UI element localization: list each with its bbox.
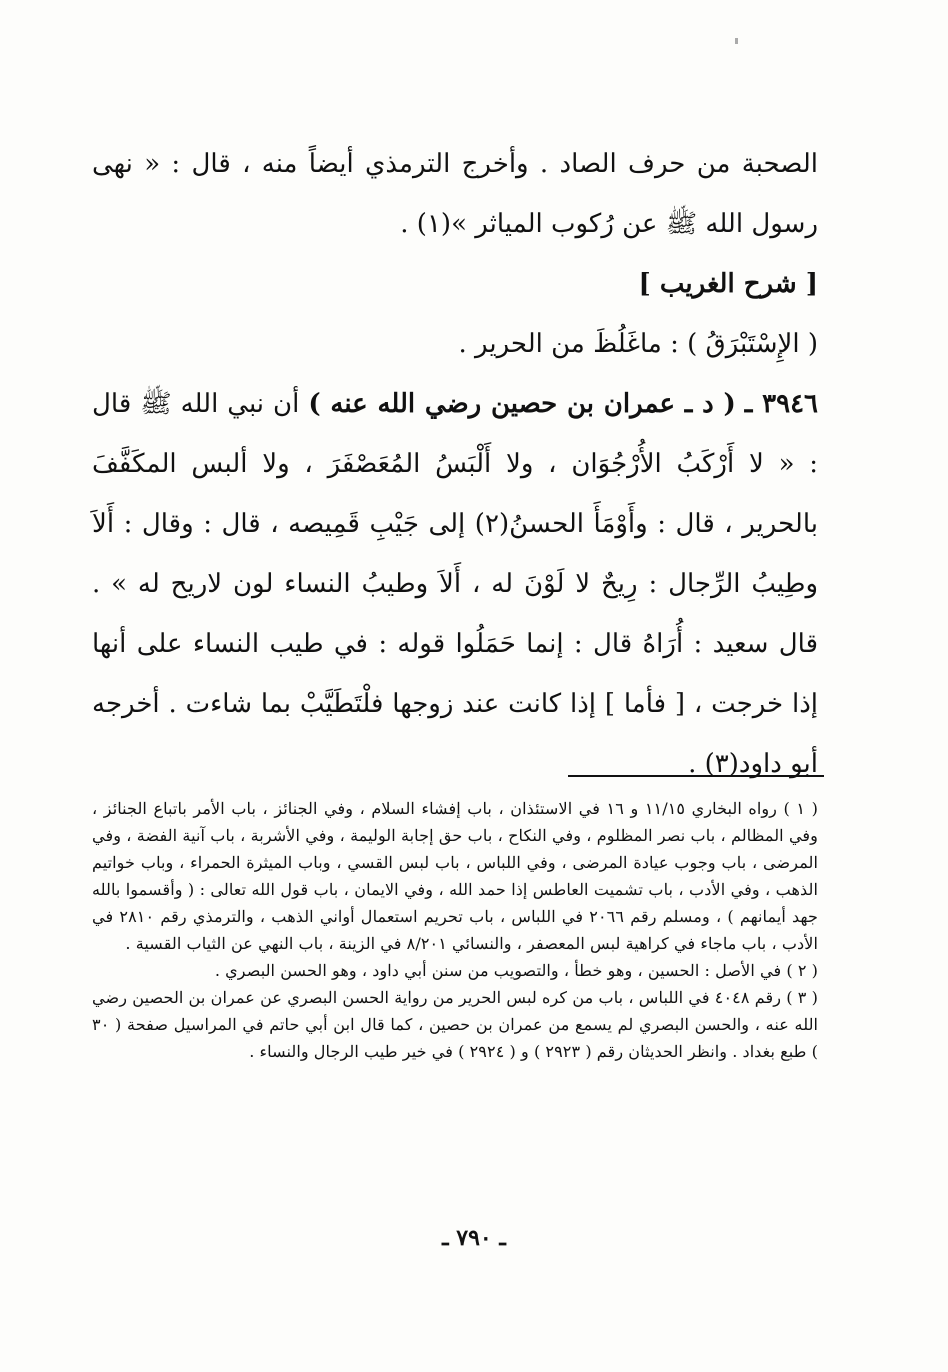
footnote-2: ( ٢ ) في الأصل : الحسين ، وهو خطأ ، والتصويب من سنن أبي داود ، وهو الحسن البصري . [214, 961, 818, 980]
footnotes [92, 795, 818, 1065]
footnote-separator [568, 775, 824, 777]
paragraph-hadith-tail: الصحبة من حرف الصاد . وأخرج الترمذي أيضاً منه ، قال : « نهى رسول الله ﷺ عن رُكوب المياثر »(١) . [92, 149, 818, 239]
hadith-number: ٣٩٤٦ ـ [744, 389, 819, 419]
hadith-paragraph [92, 374, 818, 794]
hadith-source: ( د ـ عمران بن حصين رضي الله عنه ) [308, 389, 736, 419]
footnote-3: ( ٣ ) رقم ٤٠٤٨ في اللباس ، باب من كره لبس الحرير من رواية الحسن البصري عن عمران بن الحصين رضي الله عنه ، والحسن البصري لم يسمع من عمران بن حصين ، كما قال ابن أبي حاتم في المراسيل صفحة ( ٣٠ ) طبع بغداد . وانظر الحديثان رقم ( ٢٩٢٣ ) و ( ٢٩٢٤ ) في خير طيب الرجال والنساء . [92, 988, 818, 1061]
page-number: ـ ٧٩٠ ـ [442, 1225, 506, 1251]
footnote-1: ( ١ ) رواه البخاري ١١/١٥ و ١٦ في الاستئذان ، باب إفشاء السلام ، وفي الجنائز ، باب الأمر باتباع الجنائز ، وفي المظالم ، باب نصر المظلوم ، وفي النكاح ، باب حق إجابة الوليمة ، وفي الأشربة ، باب آنية الفضة ، وفي المرضى ، باب وجوب عيادة المرضى ، وفي اللباس ، باب لبس القسي ، وباب الميثرة الحمراء ، وباب خواتيم الذهب ، وفي الأدب ، باب تشميت العاطس إذا حمد الله ، وفي الايمان ، باب قول الله تعالى : ( وأقسموا بالله جهد أيمانهم ) ، ومسلم رقم ٢٠٦٦ في اللباس ، باب تحريم استعمال أواني الذهب ، والترمذي رقم ٢٨١٠ في الأدب ، باب ماجاء في كراهية لبس المعصفر ، والنسائي ٨/٢٠١ في الزينة ، باب النهي عن الثياب القسية . [92, 799, 818, 953]
hadith-body: أن نبي الله ﷺ قال : « لا أَرْكَبُ الأُرْجُوَان ، ولا أَلْبَسُ المُعَصْفَرَ ، ولا ألبس المكَفَّفَ بالحرير ، قال : وأَوْمَأَ الحسنُ(٢) إلى جَيْبِ قَمِيصه ، قال : وقال : أَلاَ وطِيبُ الرِّجال : رِيحٌ لا لَوْنَ له ، أَلاَ وطيبُ النساء لون لاريح له » . قال سعيد : أُرَاهُ قال : إنما حَمَلُوا قوله : في طيب النساء على أنها إذا خرجت ، [ فأما ] إذا كانت عند زوجها فلْتَطَيَّبْ بما شاءت . أخرجه أبو داود(٣) . [92, 389, 819, 779]
gharib-heading: [ شرح الغريب ] [638, 269, 818, 299]
gharib-definition: ( الإِسْتَبْرَقُ ) : ماغَلُظَ من الحرير . [458, 329, 818, 359]
main-text [92, 134, 818, 794]
scan-speck [735, 38, 738, 44]
